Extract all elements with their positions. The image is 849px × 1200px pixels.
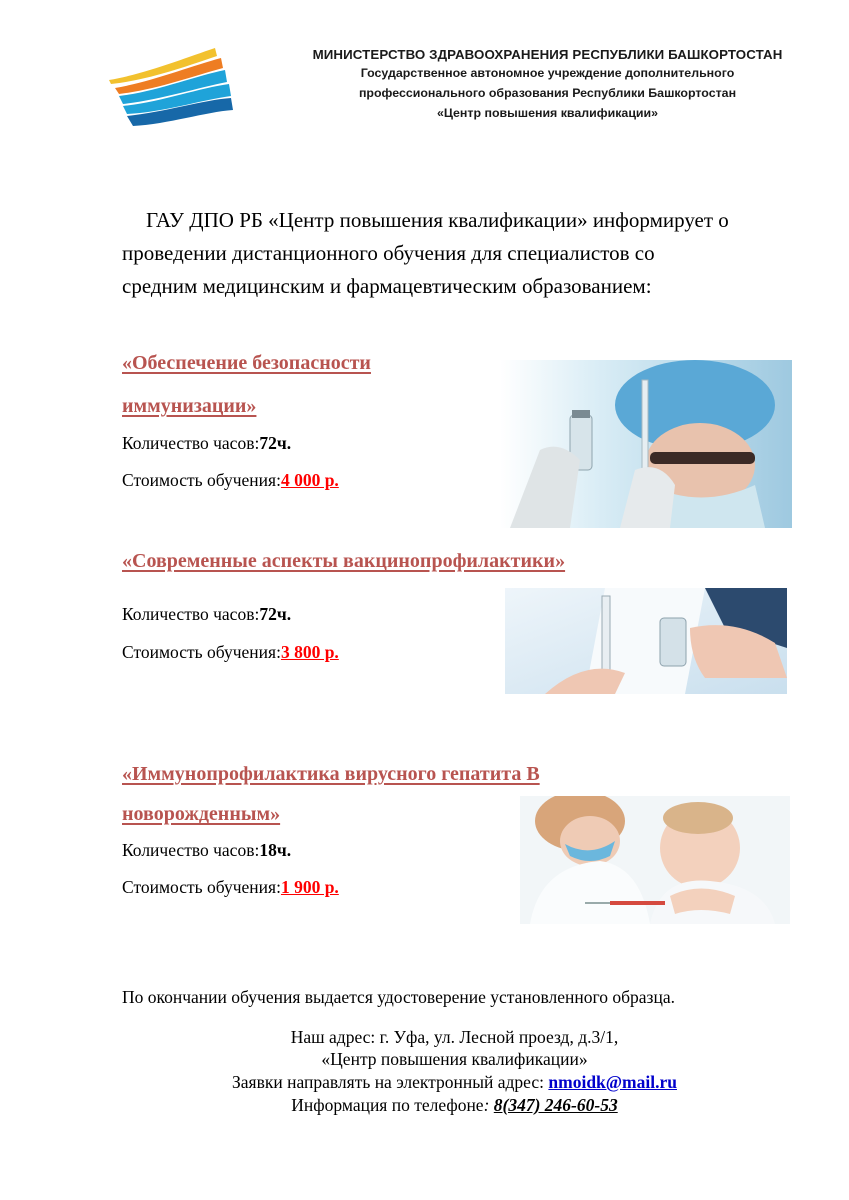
org-line-3: «Центр повышения квалификации» [436,106,659,120]
intro-line-1: ГАУ ДПО РБ «Центр повышения квалификации» информирует о [146,208,729,232]
org-line-2: профессионального образования Республики Башкортостан [358,86,737,100]
baby-vaccination-photo-icon [520,796,790,924]
fan-stripes-logo-icon [105,44,235,129]
course-3-title-line-2[interactable]: новорожденным» [122,803,281,825]
course-3-cost [122,877,339,898]
course-1-cost [122,470,339,491]
course-2-cost [122,642,339,663]
course-1-title-line-2[interactable]: иммунизации» [122,395,257,417]
ministry-title: МИНИСТЕРСТВО ЗДРАВООХРАНЕНИЯ РЕСПУБЛИКИ БАШКОРТОСТАН [312,47,783,62]
hours-value: 72ч. [259,433,292,453]
syringe-vial-hands-photo-icon [505,588,787,694]
phone-separator: : [483,1095,494,1115]
hours-value: 72ч. [259,604,292,624]
cost-label: Стоимость обучения: [122,642,281,662]
center-name: «Центр повышения квалификации» [321,1049,588,1069]
cost-value: 3 800 р. [280,642,339,662]
intro-paragraph [122,204,802,303]
intro-line-2: проведении дистанционного обучения для специалистов со [122,241,655,265]
phone-link[interactable]: 8(347) 246-60-53 [493,1095,618,1115]
phone-label: Информация по телефоне [291,1095,484,1115]
cost-value: 1 900 р. [280,877,339,897]
email-label: Заявки направлять на электронный адрес: [232,1072,549,1092]
hours-label: Количество часов: [122,604,260,624]
email-line [0,1072,849,1093]
course-3-title-line-1[interactable]: «Иммунопрофилактика вирусного гепатита В [122,763,540,785]
hours-label: Количество часов: [122,840,260,860]
address-line: Наш адрес: г. Уфа, ул. Лесной проезд, д.3/1, [290,1027,619,1047]
course-1-title-line-1[interactable]: «Обеспечение безопасности [122,352,371,374]
intro-line-3: средним медицинским и фармацевтическим образованием: [122,274,652,298]
course-2-title[interactable]: «Современные аспекты вакцинопрофилактики» [122,550,566,572]
course-2-hours [122,604,291,625]
cost-label: Стоимость обучения: [122,877,281,897]
org-line-1: Государственное автономное учреждение дополнительного [360,66,735,80]
course-3-hours [122,840,291,861]
cost-label: Стоимость обучения: [122,470,281,490]
nurse-syringe-vial-photo-icon [500,360,792,528]
phone-line [0,1095,849,1116]
hours-value: 18ч. [259,840,292,860]
course-1-hours [122,433,291,454]
hours-label: Количество часов: [122,433,260,453]
certificate-note: По окончании обучения выдается удостоверение установленного образца. [122,987,675,1007]
email-link[interactable]: nmoidk@mail.ru [548,1072,677,1092]
cost-value: 4 000 р. [280,470,339,490]
